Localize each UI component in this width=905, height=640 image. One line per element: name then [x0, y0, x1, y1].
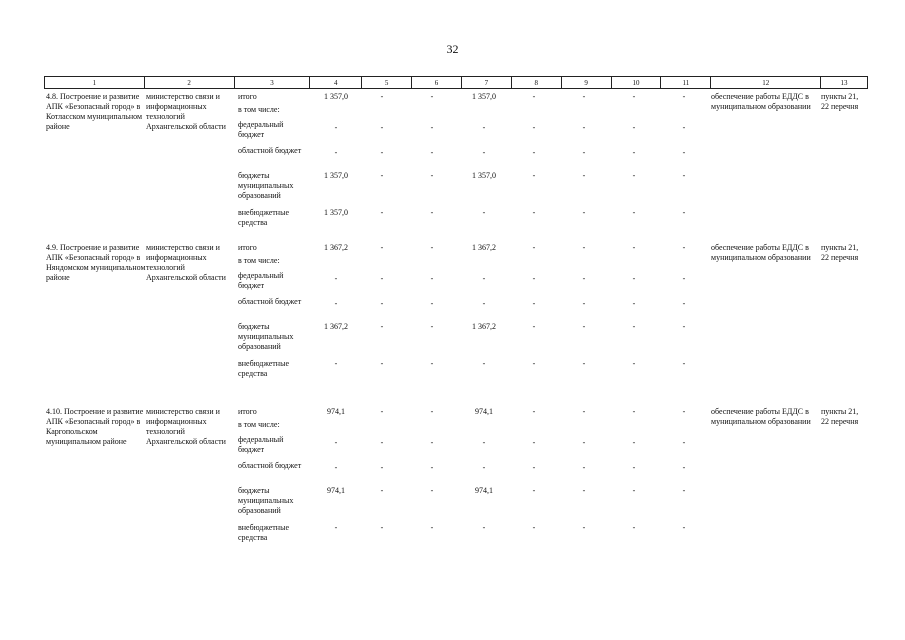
cell-col11: -: [682, 407, 686, 416]
target-items: пункты 21, 22 перечня: [821, 243, 859, 262]
cell-col7: 1 357,0: [472, 92, 496, 101]
cell-col4: -: [334, 274, 338, 283]
cell-col6: -: [430, 274, 434, 283]
cell-col9: -: [582, 407, 586, 416]
cell-col8: -: [532, 438, 536, 447]
col-header-9: 9: [562, 77, 612, 88]
cell-col9: -: [582, 208, 586, 217]
col-header-4: 4: [310, 77, 362, 88]
expected-result: обеспечение работы ЕДДС в муниципальном образовании: [711, 92, 811, 111]
cell-col10: -: [632, 208, 636, 217]
table-header: [44, 76, 868, 89]
cell-col10: -: [632, 123, 636, 132]
cell-col9: -: [582, 523, 586, 532]
cell-col5: -: [380, 407, 384, 416]
cell-col8: -: [532, 407, 536, 416]
cell-col5: -: [380, 463, 384, 472]
responsible-executor: министерство связи и информационных технологий Архангельской области: [146, 92, 226, 131]
row-label: в том числе:: [238, 420, 280, 429]
cell-col8: -: [532, 148, 536, 157]
cell-col9: -: [582, 243, 586, 252]
cell-col4: 1 357,0: [324, 208, 348, 217]
cell-col7: -: [482, 274, 486, 283]
col-header-8: 8: [512, 77, 562, 88]
cell-col4: -: [334, 123, 338, 132]
cell-col11: -: [682, 463, 686, 472]
row-label: внебюджетные средства: [238, 208, 289, 227]
col-header-11: 11: [661, 77, 711, 88]
cell-col4: -: [334, 463, 338, 472]
expected-result: обеспечение работы ЕДДС в муниципальном образовании: [711, 243, 811, 262]
target-items: пункты 21, 22 перечня: [821, 407, 859, 426]
cell-col9: -: [582, 359, 586, 368]
responsible-executor: министерство связи и информационных технологий Архангельской области: [146, 407, 226, 446]
cell-col10: -: [632, 523, 636, 532]
row-label: в том числе:: [238, 105, 280, 114]
cell-col11: -: [682, 123, 686, 132]
cell-col8: -: [532, 123, 536, 132]
cell-col11: -: [682, 299, 686, 308]
cell-col10: -: [632, 486, 636, 495]
cell-col11: -: [682, 171, 686, 180]
cell-col8: -: [532, 486, 536, 495]
cell-col9: -: [582, 274, 586, 283]
cell-col8: -: [532, 208, 536, 217]
cell-col5: -: [380, 243, 384, 252]
cell-col6: -: [430, 148, 434, 157]
cell-col8: -: [532, 243, 536, 252]
cell-col10: -: [632, 463, 636, 472]
cell-col5: -: [380, 274, 384, 283]
cell-col11: -: [682, 359, 686, 368]
responsible-executor: министерство связи и информационных технологий Архангельской области: [146, 243, 226, 282]
row-label: итого: [238, 243, 257, 252]
cell-col9: -: [582, 92, 586, 101]
cell-col5: -: [380, 92, 384, 101]
cell-col10: -: [632, 274, 636, 283]
col-header-7: 7: [462, 77, 512, 88]
cell-col11: -: [682, 274, 686, 283]
cell-col6: -: [430, 486, 434, 495]
cell-col4: -: [334, 148, 338, 157]
cell-col11: -: [682, 92, 686, 101]
cell-col5: -: [380, 486, 384, 495]
cell-col8: -: [532, 359, 536, 368]
col-header-1: 1: [45, 77, 145, 88]
cell-col11: -: [682, 486, 686, 495]
cell-col5: -: [380, 171, 384, 180]
cell-col8: -: [532, 523, 536, 532]
row-label: областной бюджет: [238, 461, 302, 470]
cell-col7: -: [482, 123, 486, 132]
cell-col5: -: [380, 438, 384, 447]
budget-table: [44, 76, 868, 542]
row-label: бюджеты муниципальных образований: [238, 486, 294, 515]
col-header-10: 10: [612, 77, 662, 88]
cell-col4: 1 367,2: [324, 322, 348, 331]
cell-col10: -: [632, 299, 636, 308]
col-header-12: 12: [711, 77, 821, 88]
cell-col10: -: [632, 438, 636, 447]
cell-col7: 974,1: [475, 486, 493, 495]
col-header-2: 2: [145, 77, 235, 88]
cell-col5: -: [380, 359, 384, 368]
cell-col6: -: [430, 299, 434, 308]
cell-col8: -: [532, 92, 536, 101]
col-header-5: 5: [362, 77, 412, 88]
cell-col10: -: [632, 407, 636, 416]
cell-col6: -: [430, 359, 434, 368]
cell-col9: -: [582, 148, 586, 157]
cell-col9: -: [582, 486, 586, 495]
cell-col7: -: [482, 148, 486, 157]
row-label: внебюджетные средства: [238, 523, 289, 542]
cell-col8: -: [532, 299, 536, 308]
cell-col4: 974,1: [327, 486, 345, 495]
cell-col6: -: [430, 322, 434, 331]
cell-col6: -: [430, 243, 434, 252]
cell-col10: -: [632, 243, 636, 252]
cell-col11: -: [682, 243, 686, 252]
row-label: итого: [238, 92, 257, 101]
cell-col8: -: [532, 463, 536, 472]
target-items: пункты 21, 22 перечня: [821, 92, 859, 111]
row-label: внебюджетные средства: [238, 359, 289, 378]
cell-col11: -: [682, 148, 686, 157]
cell-col9: -: [582, 463, 586, 472]
row-label: итого: [238, 407, 257, 416]
cell-col6: -: [430, 171, 434, 180]
cell-col8: -: [532, 274, 536, 283]
col-header-6: 6: [412, 77, 462, 88]
row-label: областной бюджет: [238, 297, 302, 306]
cell-col4: -: [334, 523, 338, 532]
cell-col10: -: [632, 322, 636, 331]
cell-col6: -: [430, 463, 434, 472]
cell-col7: -: [482, 299, 486, 308]
cell-col7: -: [482, 438, 486, 447]
cell-col7: -: [482, 463, 486, 472]
row-label: федеральный бюджет: [238, 435, 284, 454]
cell-col4: -: [334, 438, 338, 447]
cell-col9: -: [582, 123, 586, 132]
cell-col6: -: [430, 438, 434, 447]
cell-col6: -: [430, 92, 434, 101]
cell-col11: -: [682, 208, 686, 217]
cell-col7: 1 357,0: [472, 171, 496, 180]
col-header-3: 3: [235, 77, 311, 88]
cell-col10: -: [632, 171, 636, 180]
measure-title: 4.9. Построение и развитие АПК «Безопасный город» в Няндомском муниципальном районе: [46, 243, 146, 282]
cell-col11: -: [682, 438, 686, 447]
cell-col7: -: [482, 359, 486, 368]
cell-col10: -: [632, 359, 636, 368]
cell-col7: 1 367,2: [472, 322, 496, 331]
page-number: 32: [446, 42, 459, 56]
cell-col8: -: [532, 171, 536, 180]
cell-col4: 974,1: [327, 407, 345, 416]
cell-col9: -: [582, 299, 586, 308]
cell-col4: -: [334, 299, 338, 308]
cell-col7: -: [482, 208, 486, 217]
cell-col4: 1 367,2: [324, 243, 348, 252]
cell-col11: -: [682, 523, 686, 532]
cell-col5: -: [380, 299, 384, 308]
cell-col9: -: [582, 322, 586, 331]
row-label: областной бюджет: [238, 146, 302, 155]
cell-col7: -: [482, 523, 486, 532]
row-label: федеральный бюджет: [238, 120, 284, 139]
col-header-13: 13: [840, 79, 848, 87]
cell-col6: -: [430, 523, 434, 532]
cell-col7: 1 367,2: [472, 243, 496, 252]
measure-title: 4.10. Построение и развитие АПК «Безопасный город» в Каргопольском муниципальном районе: [46, 407, 144, 446]
cell-col6: -: [430, 123, 434, 132]
cell-col5: -: [380, 322, 384, 331]
row-label: бюджеты муниципальных образований: [238, 322, 294, 351]
row-label: федеральный бюджет: [238, 271, 284, 290]
cell-col5: -: [380, 148, 384, 157]
cell-col4: 1 357,0: [324, 171, 348, 180]
cell-col5: -: [380, 208, 384, 217]
row-label: в том числе:: [238, 256, 280, 265]
cell-col6: -: [430, 407, 434, 416]
cell-col5: -: [380, 523, 384, 532]
measure-title: 4.8. Построение и развитие АПК «Безопасный город» в Котласском муниципальном районе: [46, 92, 143, 131]
cell-col5: -: [380, 123, 384, 132]
cell-col4: -: [334, 359, 338, 368]
cell-col6: -: [430, 208, 434, 217]
cell-col9: -: [582, 171, 586, 180]
row-label: бюджеты муниципальных образований: [238, 171, 294, 200]
cell-col8: -: [532, 322, 536, 331]
cell-col10: -: [632, 148, 636, 157]
cell-col9: -: [582, 438, 586, 447]
cell-col4: 1 357,0: [324, 92, 348, 101]
expected-result: обеспечение работы ЕДДС в муниципальном образовании: [711, 407, 811, 426]
cell-col10: -: [632, 92, 636, 101]
cell-col7: 974,1: [475, 407, 493, 416]
cell-col11: -: [682, 322, 686, 331]
